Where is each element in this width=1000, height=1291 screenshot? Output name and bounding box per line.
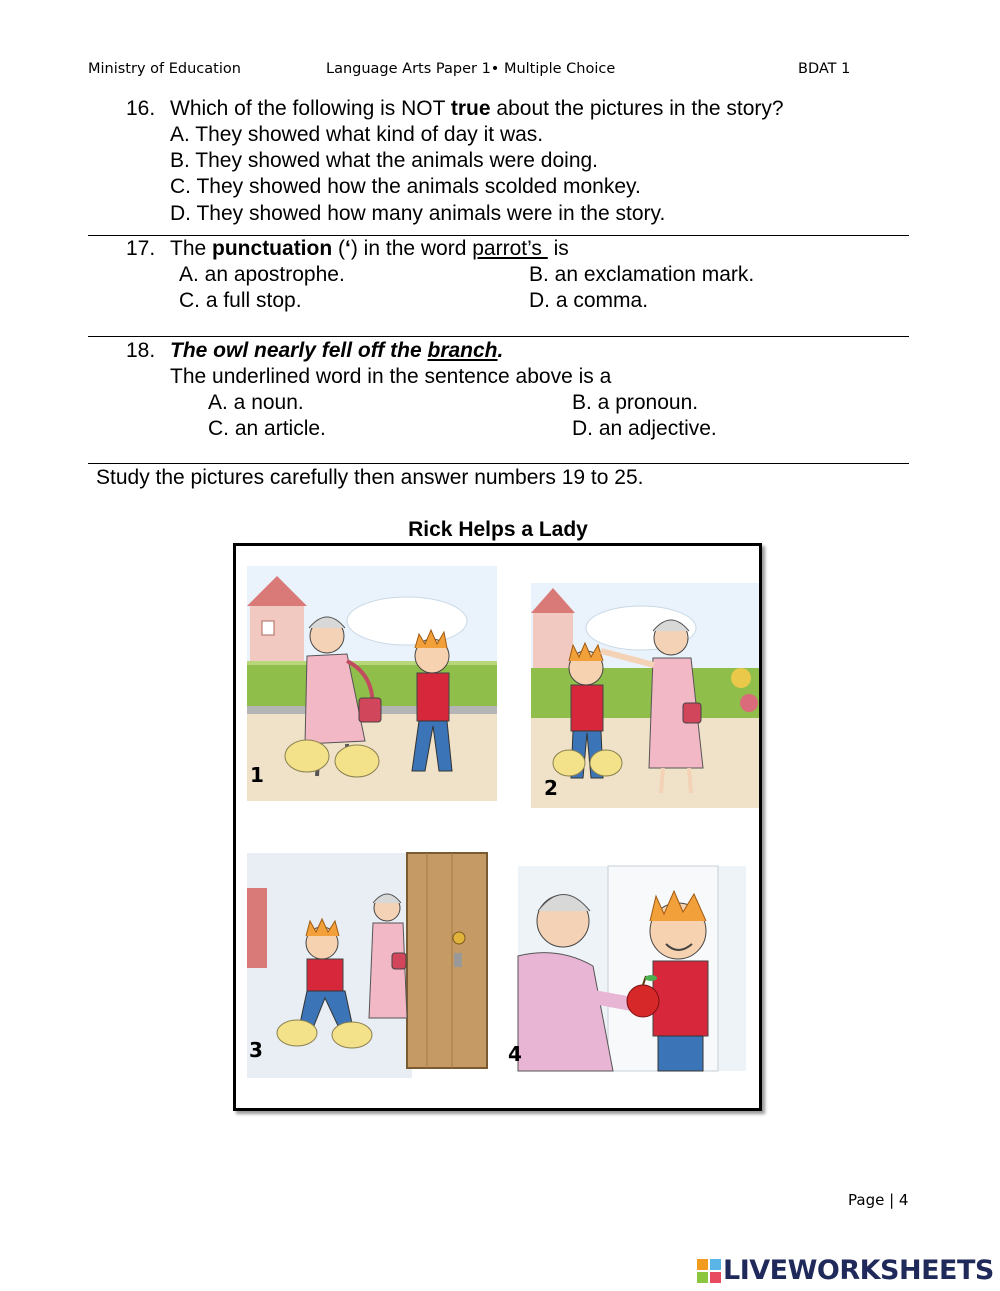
header-code: BDAT 1 <box>798 61 851 77</box>
q17-option-a[interactable]: A. an apostrophe. <box>179 263 345 286</box>
liveworksheets-logo-icon <box>697 1259 721 1283</box>
q18-stem: The underlined word in the sentence above is a <box>170 365 612 388</box>
divider <box>88 336 909 337</box>
panel-1-illustration <box>247 566 497 801</box>
panel-number-4: 4 <box>508 1042 522 1066</box>
q16-option-c[interactable]: C. They showed how the animals scolded monkey. <box>170 175 641 198</box>
liveworksheets-logo[interactable] <box>697 1255 994 1286</box>
q16-option-d[interactable]: D. They showed how many animals were in the story. <box>170 202 666 225</box>
panel-number-3: 3 <box>249 1038 263 1062</box>
story-title: Rick Helps a Lady <box>408 518 588 541</box>
story-panel-1 <box>247 566 497 801</box>
page-number: Page | 4 <box>848 1191 909 1209</box>
story-picture-frame <box>233 543 762 1111</box>
q16-option-b[interactable]: B. They showed what the animals were doing. <box>170 149 599 172</box>
liveworksheets-logo-text: LIVEWORKSHEETS <box>723 1255 994 1286</box>
panel-number-2: 2 <box>544 776 558 800</box>
divider <box>88 463 909 464</box>
q18-option-c[interactable]: C. an article. <box>208 417 326 440</box>
q18-sentence: The owl nearly fell off the branch. <box>170 339 504 362</box>
instruction-text: Study the pictures carefully then answer numbers 19 to 25. <box>96 466 644 489</box>
q17-stem: The punctuation (‘) in the word parrot’s is <box>170 237 569 260</box>
panel-number-1: 1 <box>250 763 264 787</box>
q17-option-c[interactable]: C. a full stop. <box>179 289 302 312</box>
panel-2-illustration <box>531 583 759 808</box>
q17-option-d[interactable]: D. a comma. <box>529 289 649 312</box>
header-paper-title: Language Arts Paper 1• Multiple Choice <box>326 61 616 77</box>
q18-option-d[interactable]: D. an adjective. <box>572 417 717 440</box>
header-ministry: Ministry of Education <box>88 61 241 77</box>
q16-stem: Which of the following is NOT true about the pictures in the story? <box>170 97 784 120</box>
panel-3-illustration <box>247 853 497 1078</box>
q16-option-a[interactable]: A. They showed what kind of day it was. <box>170 123 544 146</box>
q18-option-a[interactable]: A. a noun. <box>208 391 304 414</box>
story-panel-3 <box>247 853 497 1078</box>
panel-4-illustration <box>518 866 746 1078</box>
story-panel-2 <box>531 583 759 808</box>
story-panel-4 <box>508 866 746 1078</box>
q16-number: 16. <box>126 97 156 120</box>
q18-number: 18. <box>126 339 156 362</box>
q17-option-b[interactable]: B. an exclamation mark. <box>529 263 755 286</box>
q17-number: 17. <box>126 237 156 260</box>
q18-option-b[interactable]: B. a pronoun. <box>572 391 699 414</box>
